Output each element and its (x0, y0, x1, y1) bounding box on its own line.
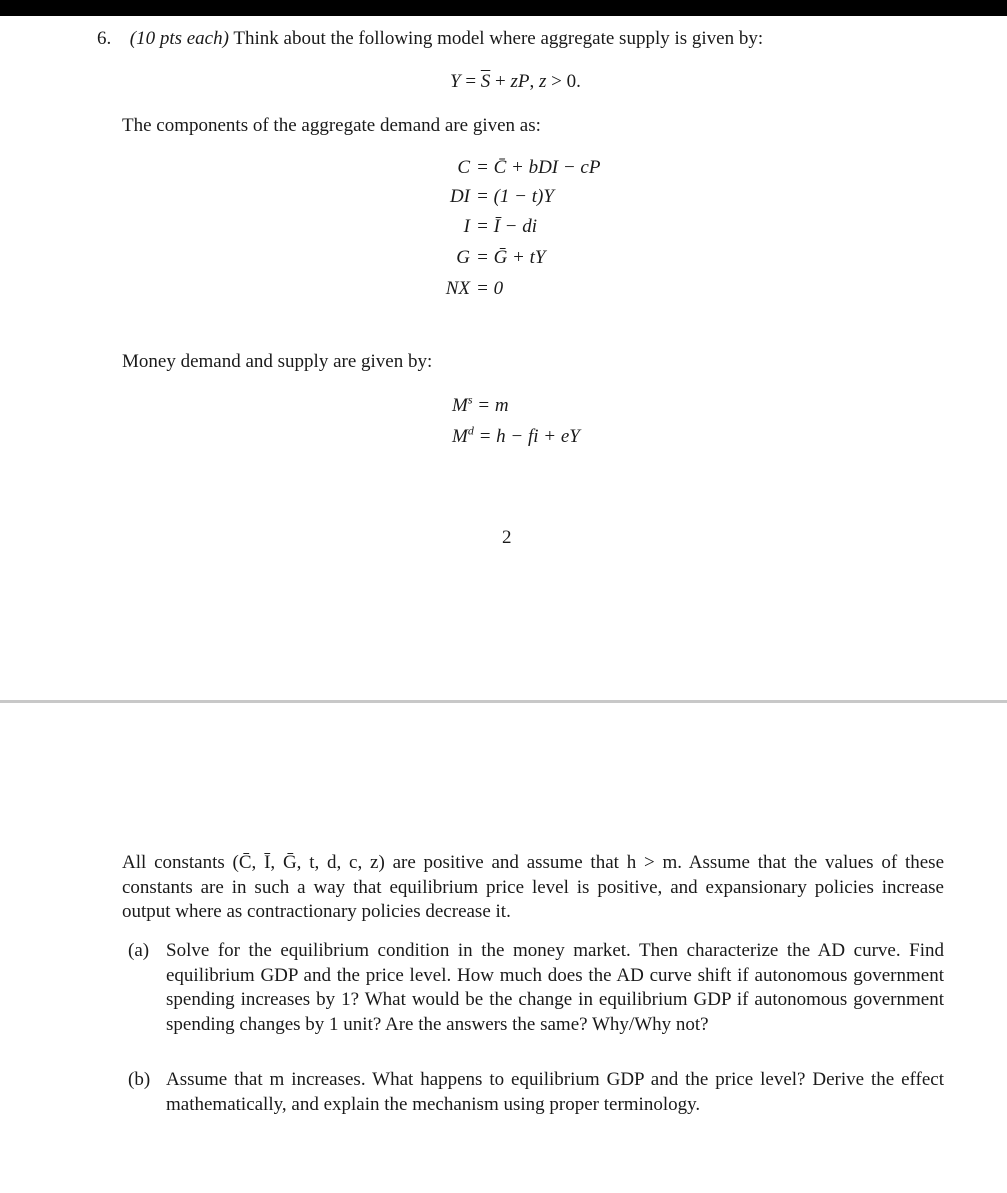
supply-equals: = (460, 71, 481, 92)
eq-rhs: = (1 − t)Y (476, 186, 554, 207)
page-number: 2 (502, 527, 512, 548)
equation-investment (0, 215, 537, 243)
eq-rhs: = 0 (476, 278, 504, 299)
page-separator (0, 700, 1007, 703)
subquestion-a (128, 939, 944, 1037)
aggregate-supply-equation (450, 70, 581, 94)
demand-intro-text: The components of the aggregate demand are given as: (122, 115, 541, 136)
eq-rhs: = Ī − di (476, 216, 537, 237)
subquestion-b (128, 1068, 944, 1117)
money-demand-sup: d (467, 423, 474, 438)
equation-money-demand (452, 425, 580, 449)
eq-lhs: I (463, 216, 470, 237)
money-demand-lhs: M (452, 426, 468, 447)
eq-lhs: NX (445, 278, 470, 299)
subquestion-label: (b) (128, 1069, 151, 1090)
money-demand-rhs: = h − fi + eY (478, 426, 580, 447)
equation-consumption (0, 156, 601, 184)
question-header (97, 27, 763, 51)
eq-rhs: = Ḡ + tY (476, 247, 546, 268)
question-prompt: Think about the following model where aggregate supply is given by: (233, 28, 764, 49)
top-black-bar (0, 0, 1007, 16)
money-intro-text: Money demand and supply are given by: (122, 351, 433, 372)
money-supply-lhs: M (452, 395, 468, 416)
subquestion-text: Solve for the equilibrium condition in the money market. Then characterize the AD curve. Find equilibrium GDP and the price level. How much does the AD curve shift if autonomous government spending increases by 1? What would be the change in equilibrium GDP if autonomous government spending changes by 1 unit? Are the answers the same? Why/Why not? (166, 940, 944, 1035)
subquestion-label: (a) (128, 940, 150, 961)
supply-s-bar: $\overline{S}$ (480, 71, 491, 92)
supply-condition: > 0. (546, 71, 581, 92)
equation-net-exports (0, 277, 520, 305)
supply-lhs: Y (450, 71, 461, 92)
equation-money-supply (452, 394, 509, 418)
question-number: 6. (97, 28, 112, 49)
equation-disposable-income (0, 185, 554, 213)
question-points: (10 pts each) (129, 28, 229, 49)
money-supply-sup: s (467, 392, 473, 407)
supply-z: z (539, 71, 547, 92)
eq-rhs: = C̄ + bDI − cP (476, 157, 601, 178)
supply-zp: zP (510, 71, 530, 92)
money-supply-rhs: = m (477, 395, 509, 416)
constants-paragraph: All constants (C̄, Ī, Ḡ, t, d, c, z) are positive and assume that h > m. Assume that the values of these constants are in such a way that equilibrium price level is positive, and expansionary policies increase output where as contractionary policies decrease it. (122, 852, 944, 922)
eq-lhs: C (457, 157, 470, 178)
equation-government (0, 246, 546, 274)
eq-lhs: G (456, 247, 470, 268)
eq-lhs: DI (449, 186, 470, 207)
subquestion-text: Assume that m increases. What happens to equilibrium GDP and the price level? Derive the effect mathematically, and explain the mechanism using proper terminology. (166, 1069, 944, 1115)
supply-comma: , (529, 71, 540, 92)
supply-plus: + (490, 71, 511, 92)
